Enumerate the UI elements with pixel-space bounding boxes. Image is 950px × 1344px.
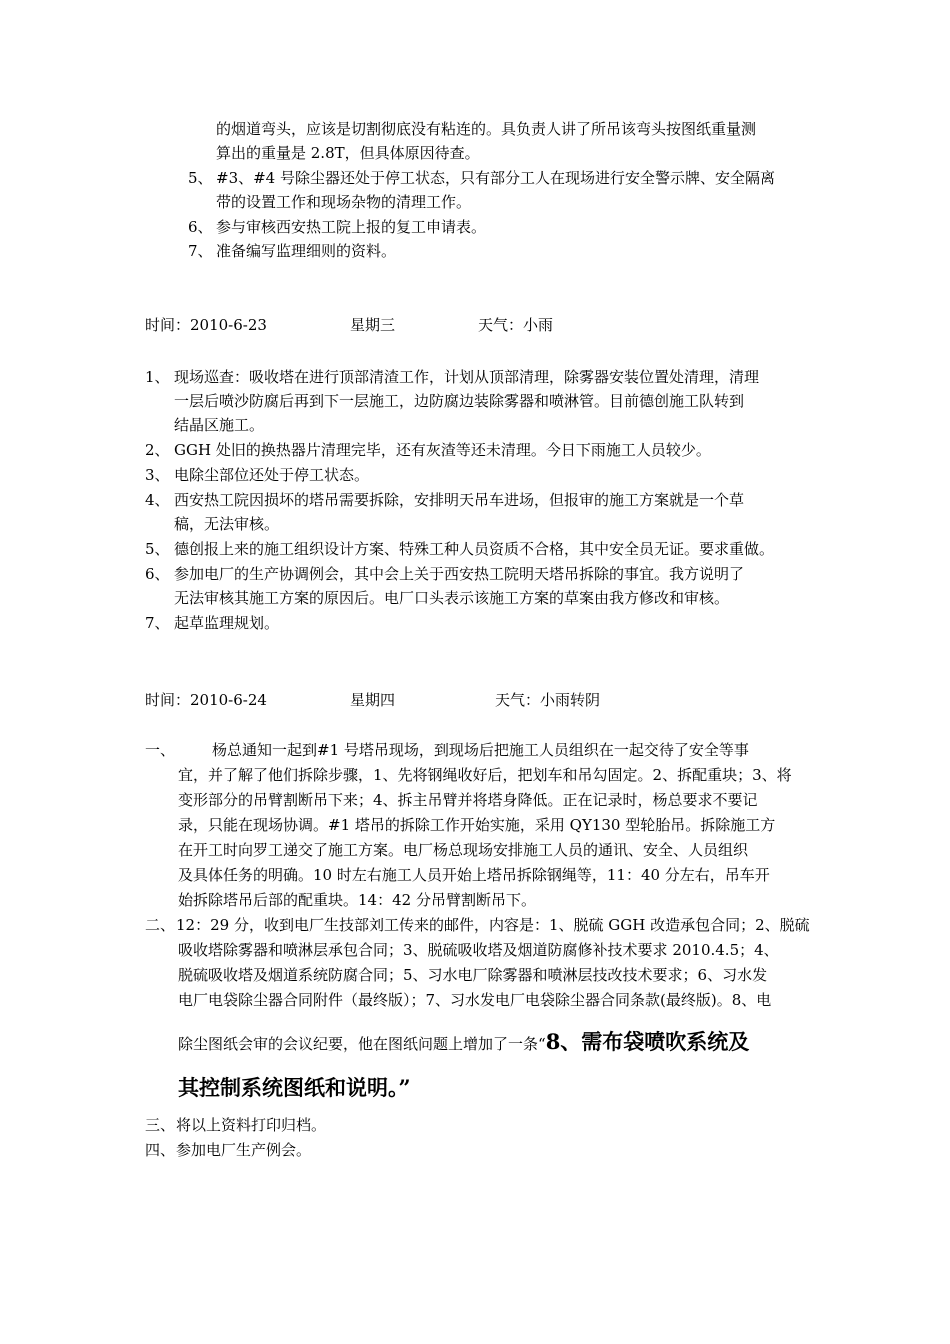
day2-item-2-line-5-prefix: 除尘图纸会审的会议纪要，他在图纸问题上增加了一条 (178, 1035, 539, 1053)
day1-item-4-line-1: 西安热工院因损坏的塔吊需要拆除，安排明天吊车进场，但报审的施工方案就是一个草 (174, 491, 745, 509)
day2-item-4-num: 四、 (145, 1141, 176, 1159)
cont-item-6-num: 6、 (188, 218, 213, 236)
day2-item-2-line-4: 电厂电袋除尘器合同附件（最终版）；7、习水发电厂电袋除尘器合同条款(最终版)。8、电 (178, 991, 772, 1009)
day2-weather: 天气：小雨转阴 (495, 691, 601, 709)
day2-item-2-line-5 (178, 1030, 749, 1056)
day1-item-6-line-2: 无法审核其施工方案的原因后。电厂口头表示该施工方案的草案由我方修改和审核。 (174, 589, 730, 607)
day2-item-1-num: 一、 (145, 741, 176, 759)
day2-weekday: 星期四 (350, 691, 396, 709)
day1-item-7-num: 7、 (145, 614, 170, 632)
day2-item-2-num: 二、 (145, 916, 176, 934)
day2-item-4-text: 参加电厂生产例会。 (176, 1141, 312, 1159)
day2-item-3-text: 将以上资料打印归档。 (176, 1116, 327, 1134)
day2-item-3-num: 三、 (145, 1116, 176, 1134)
day2-item-1-line-5: 在开工时向罗工递交了施工方案。电厂杨总现场安排施工人员的通讯、安全、人员组织 (178, 841, 749, 859)
day2-item-1-line-6: 及具体任务的明确。10 时左右施工人员开始上塔吊拆除钢绳等，11：40 分左右，吊车开 (178, 866, 770, 884)
day1-item-6-num: 6、 (145, 565, 170, 583)
cont-line-2: 算出的重量是 2.8T，但具体原因待查。 (216, 144, 480, 162)
day1-item-3-line-1: 电除尘部位还处于停工状态。 (174, 466, 370, 484)
day2-item-2-line-3: 脱硫吸收塔及烟道系统防腐合同；5、习水电厂除雾器和喷淋层技改技术要求；6、习水发 (178, 966, 768, 984)
cont-item-6-line-1: 参与审核西安热工院上报的复工申请表。 (216, 218, 487, 236)
cont-item-5-num: 5、 (188, 169, 213, 187)
cont-item-5-line-1: #3、#4 号除尘器还处于停工状态，只有部分工人在现场进行安全警示牌、安全隔离 (216, 169, 775, 187)
day1-item-4-line-2: 稿，无法审核。 (174, 515, 280, 533)
cont-item-7-line-1: 准备编写监理细则的资料。 (216, 242, 397, 260)
day2-item-1-line-1: 杨总通知一起到#1 号塔吊现场，到现场后把施工人员组织在一起交待了安全等事 (212, 741, 749, 759)
quote-close: ” (398, 1075, 411, 1100)
day2-item-2-line-1: 12：29 分，收到电厂生技部刘工传来的邮件，内容是：1、脱硫 GGH 改造承包合同；2、脱硫 (176, 916, 810, 934)
cont-line-1: 的烟道弯头，应该是切割彻底没有粘连的。具负责人讲了所吊该弯头按图纸重量测 (216, 120, 757, 138)
day1-item-4-num: 4、 (145, 491, 170, 509)
day1-item-2-num: 2、 (145, 441, 170, 459)
bold-requirement-2: 其控制系统图纸和说明。 (178, 1075, 399, 1100)
quote-open: “ (538, 1035, 546, 1053)
cont-item-7-num: 7、 (188, 242, 213, 260)
day1-item-6-line-1: 参加电厂的生产协调例会，其中会上关于西安热工院明天塔吊拆除的事宜。我方说明了 (174, 565, 745, 583)
day1-item-7-line-1: 起草监理规划。 (174, 614, 280, 632)
day1-weather: 天气：小雨 (478, 316, 554, 334)
day1-item-2-line-1: GGH 处旧的换热器片清理完毕，还有灰渣等还未清理。今日下雨施工人员较少。 (174, 441, 711, 459)
bold-requirement-1: 8、需布袋喷吹系统及 (545, 1029, 750, 1054)
day2-time: 时间：2010-6-24 (145, 691, 267, 709)
day1-item-3-num: 3、 (145, 466, 170, 484)
cont-item-5-line-2: 带的设置工作和现场杂物的清理工作。 (216, 193, 472, 211)
day1-item-1-num: 1、 (145, 368, 170, 386)
day1-item-1-line-1: 现场巡查：吸收塔在进行顶部清渣工作，计划从顶部清理，除雾器安装位置处清理，清理 (174, 368, 760, 386)
day1-weekday: 星期三 (350, 316, 396, 334)
day1-item-1-line-2: 一层后喷沙防腐后再到下一层施工，边防腐边装除雾器和喷淋管。目前德创施工队转到 (174, 392, 745, 410)
day2-item-1-line-4: 录，只能在现场协调。#1 塔吊的拆除工作开始实施，采用 QY130 型轮胎吊。拆除施工方 (178, 816, 776, 834)
day2-item-2-line-2: 吸收塔除雾器和喷淋层承包合同；3、脱硫吸收塔及烟道防腐修补技术要求 2010.4.5；4、 (178, 941, 779, 959)
day2-item-2-line-6 (178, 1075, 411, 1101)
day2-item-1-line-2: 宜，并了解了他们拆除步骤，1、先将钢绳收好后，把划车和吊勾固定。2、拆配重块；3、将 (178, 766, 792, 784)
day1-item-5-num: 5、 (145, 540, 170, 558)
day1-item-1-line-3: 结晶区施工。 (174, 416, 265, 434)
day1-time: 时间：2010-6-23 (145, 316, 267, 334)
day2-item-1-line-3: 变形部分的吊臂割断吊下来；4、拆主吊臂并将塔身降低。正在记录时，杨总要求不要记 (178, 791, 758, 809)
day2-item-1-line-7: 始拆除塔吊后部的配重块。14：42 分吊臂割断吊下。 (178, 891, 536, 909)
day1-item-5-line-1: 德创报上来的施工组织设计方案、特殊工种人员资质不合格，其中安全员无证。要求重做。 (174, 540, 775, 558)
